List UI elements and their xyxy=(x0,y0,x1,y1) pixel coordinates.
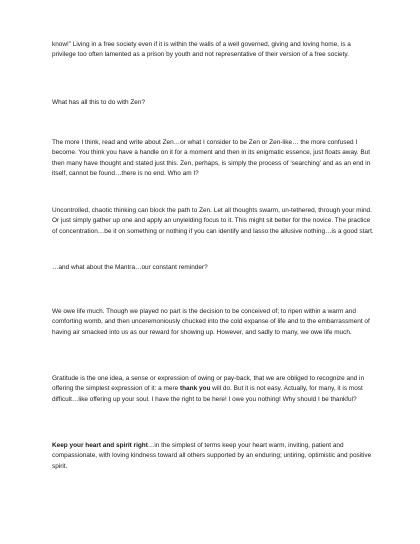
heart-spirit-heading: Keep your heart and spirit right xyxy=(52,442,148,449)
paragraph-owe-life: We owe life much. Though we played no part is the decision to be conceived of; to ripen within a warm and comforting womb, and then unceremoniously chucked into the cold expanse of life and to the embarrassment of having air smacked into us as our reward for showing up. However, and sadly to many, we owe life much. xyxy=(52,308,370,336)
thank-you-bold: thank you xyxy=(179,385,211,393)
paragraph-heart-spirit xyxy=(52,441,376,472)
paragraph-living-free-society: know!” Living in a free society even if it is within the walls of a well governed, giving and loving home, is a privilege too often lamented as a prison by youth and not representative of their version of a free society. xyxy=(52,41,351,59)
paragraph-zen-question: What has all this to do with Zen? xyxy=(52,99,146,106)
paragraph-mantra-question: …and what about the Mantra…our constant reminder? xyxy=(52,264,208,271)
paragraph-searching: The more I think, read and write about Zen…or what I consider to be Zen or Zen-like… the more confused I become. You think you have a handle on it for a moment and then in its enigmatic essence, just floats away. But then many have thought and stated just this. Zen, perhaps, is simply the process of ‘searching’ and as an end in itself, cannot be found…there is no end. Who am I? xyxy=(52,139,371,178)
gratitude-text-start: Gratitude is the one idea, a sense or expression of owing or pay-back, that we are obliged to recognize and in offering the simplest expression of it: a mere xyxy=(52,375,365,393)
heart-spirit-text: …in the simplest of terms keep your heart warm, inviting, patient and compassionate, with loving kindness toward all others supported by an enduring; untiring, optimistic and positive spirit. xyxy=(52,442,372,470)
paragraph-gratitude xyxy=(52,374,376,405)
paragraph-chaotic-thinking: Uncontrolled, chaotic thinking can block the path to Zen. Let all thoughts swarm, un-tethered, through your mind. Or just simply gather up one and apply an unyielding focus to it. This might sit better for the novice. The practice of concentration…be it on something or nothing if you can identify and lasso the allusive nothing…is a good start. xyxy=(52,207,374,235)
gratitude-text-end: will do. But it is not easy. Actually, for many, it is most difficult…like offering up your soul. I have the right to be here! I owe you nothing! Why should I be thankful? xyxy=(52,385,363,403)
